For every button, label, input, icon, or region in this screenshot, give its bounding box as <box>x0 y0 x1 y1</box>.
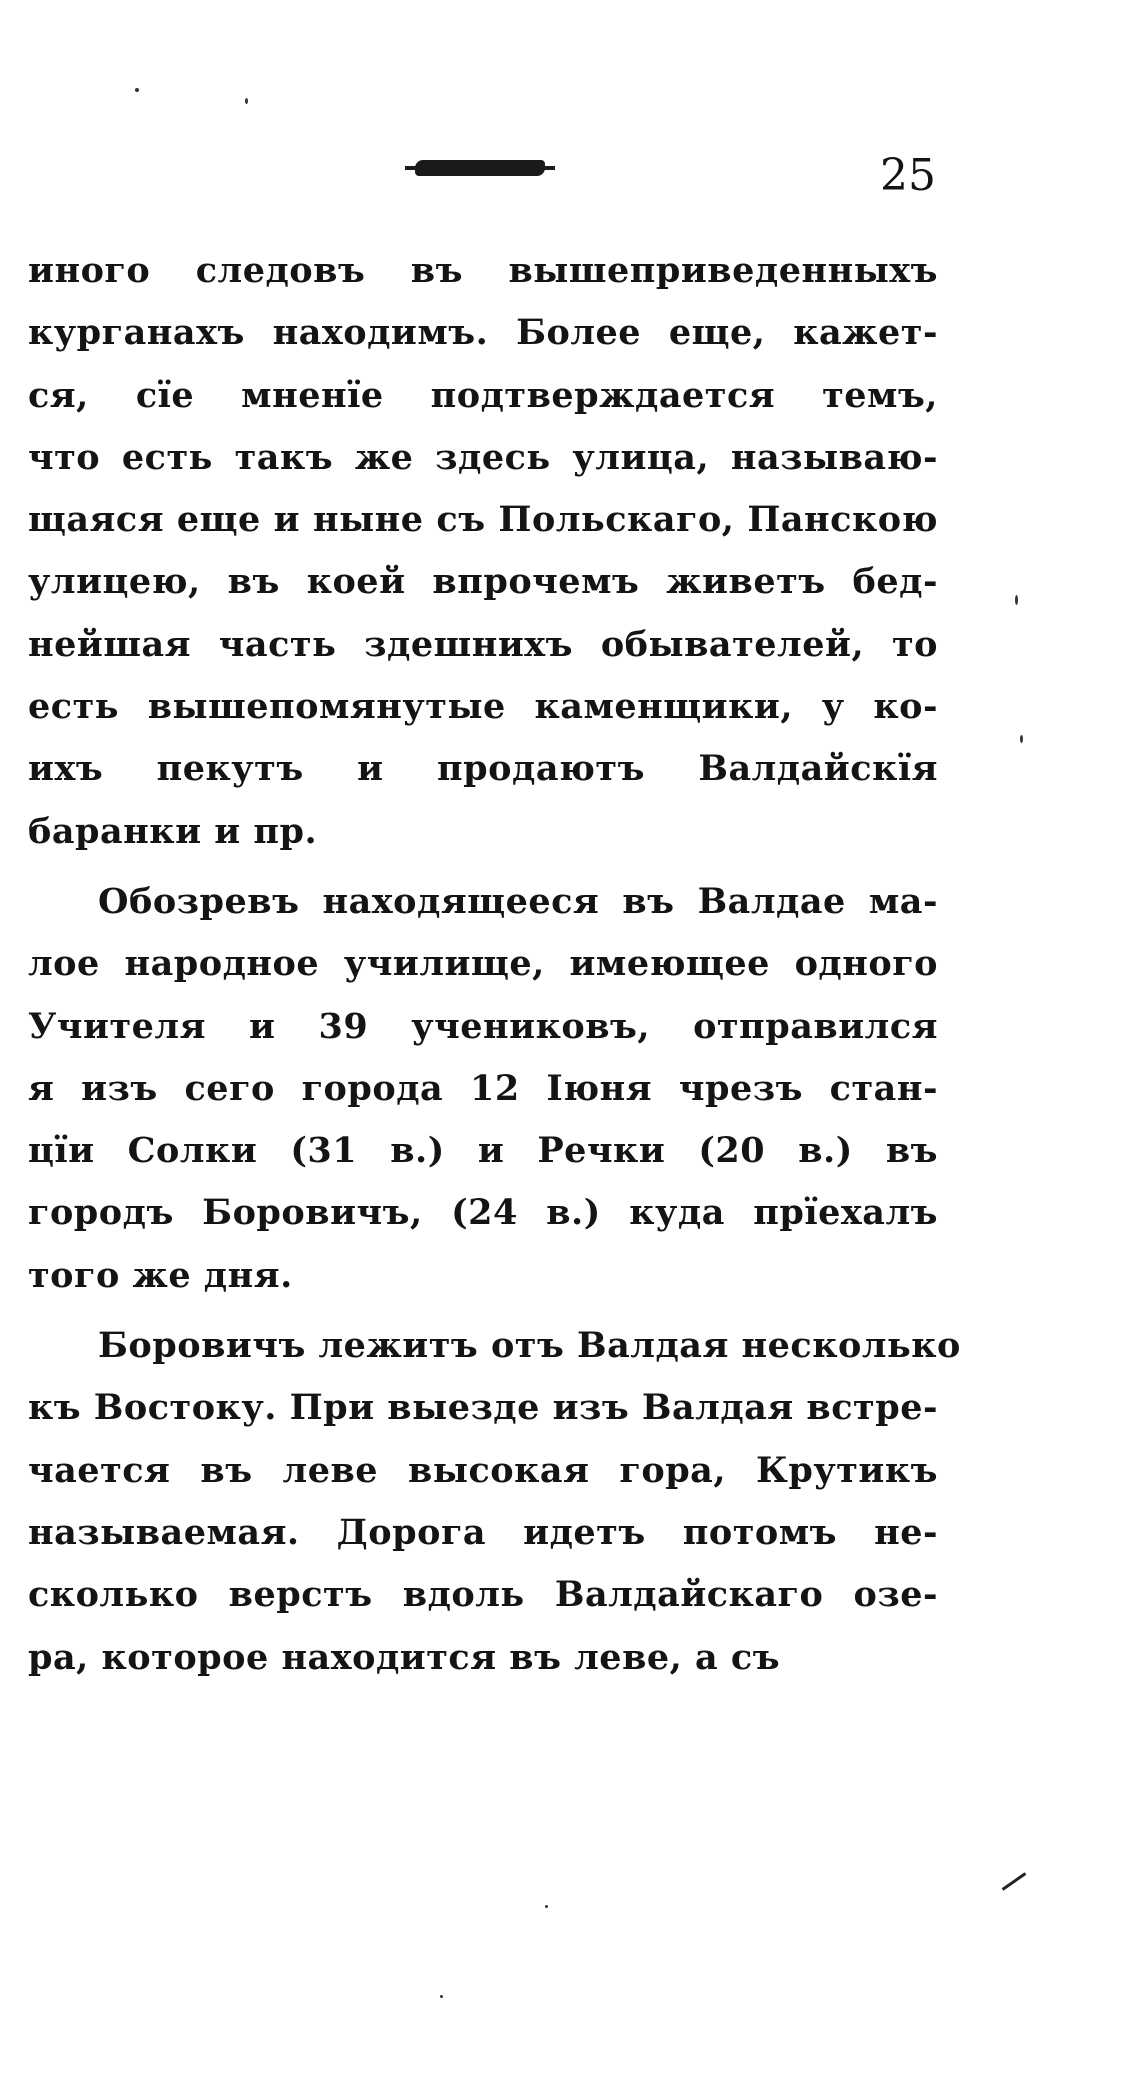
paragraph-2 <box>28 871 938 1307</box>
text-line: есть вышепомянутые каменщики, у ко- <box>28 686 938 728</box>
text-line: улицею, въ коей впрочемъ живетъ бед- <box>28 561 938 603</box>
paper-speck <box>545 1905 548 1908</box>
text-line: городъ Боровичъ, (24 в.) куда прїехалъ <box>28 1192 938 1234</box>
text-line: баранки и пр. <box>28 810 318 852</box>
ink-mark <box>1002 1872 1027 1891</box>
page-number: 25 <box>880 150 936 201</box>
paper-speck <box>1015 595 1018 605</box>
text-line: Учителя и 39 учениковъ, отправился <box>28 1005 938 1047</box>
body-text <box>28 240 961 1689</box>
text-line: Боровичъ лежитъ отъ Валдая несколько <box>98 1325 961 1367</box>
text-line: курганахъ находимъ. Более еще, кажет- <box>28 312 938 354</box>
paragraph-1 <box>28 240 938 863</box>
text-line: нейшая часть здешнихъ обывателей, то <box>28 623 938 665</box>
text-line: я изъ сего города 12 Іюня чрезъ стан- <box>28 1067 938 1109</box>
text-line: ся, сїе мненїе подтверждается темъ, <box>28 374 938 416</box>
paper-speck <box>245 98 248 104</box>
text-line: чается въ леве высокая гора, Крутикъ <box>28 1449 938 1491</box>
text-line: иного следовъ въ вышеприведенныхъ <box>28 250 938 291</box>
text-line: Обозревъ находящееся въ Валдае ма- <box>98 880 938 922</box>
text-line: лое народное училище, имеющее одного <box>28 943 938 985</box>
text-line: къ Востоку. При выезде изъ Валдая встре- <box>28 1387 938 1429</box>
paper-speck <box>440 1995 443 1998</box>
text-line: щаяся еще и ныне съ Польскаго, Панскою <box>28 499 938 541</box>
paper-speck <box>1020 735 1023 743</box>
text-line: сколько верстъ вдоль Валдайскаго озе- <box>28 1574 938 1616</box>
text-line: цїи Солки (31 в.) и Речки (20 в.) въ <box>28 1130 938 1172</box>
header-ornament <box>415 160 545 176</box>
text-line: ихъ пекутъ и продаютъ Валдайскїя <box>28 748 938 790</box>
text-line: что есть такъ же здесь улица, называю- <box>28 436 938 478</box>
text-line: того же дня. <box>28 1254 293 1296</box>
paragraph-3 <box>28 1315 961 1689</box>
text-line: ра, которое находится въ леве, а съ <box>28 1636 781 1678</box>
text-line: называемая. Дорога идетъ потомъ не- <box>28 1511 938 1553</box>
paper-speck <box>135 88 139 92</box>
